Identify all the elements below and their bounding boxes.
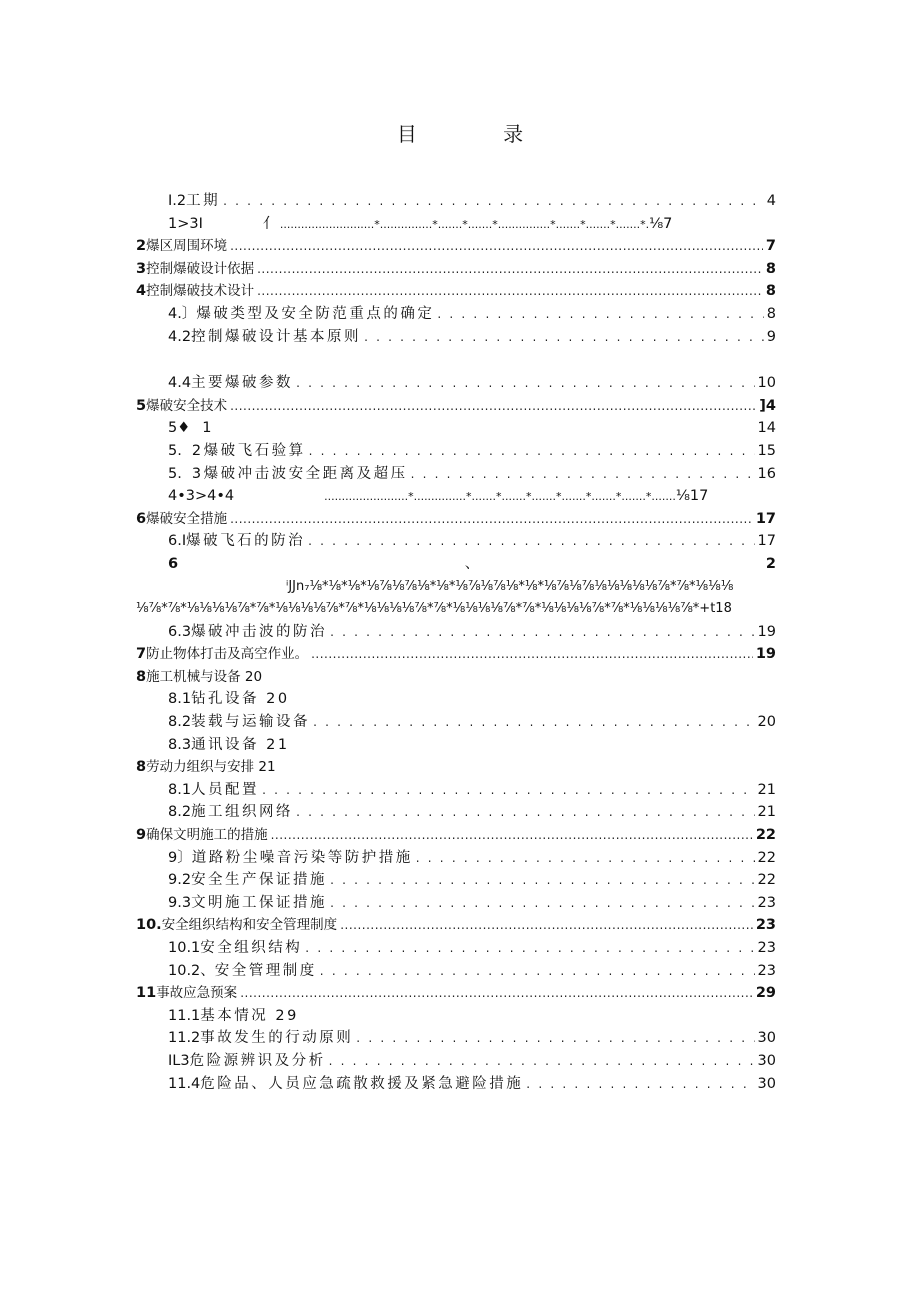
entry-number: 4 <box>136 283 147 300</box>
toc-entry[interactable] <box>136 190 776 213</box>
entry-page: 23 <box>757 940 776 956</box>
entry-label: 爆破冲击波的防治 <box>191 623 328 640</box>
entry-page: 9 <box>766 328 776 345</box>
entry-number: 9.3 <box>168 894 192 911</box>
entry-page: 30 <box>757 1075 776 1092</box>
entry-label: 安全生产保证措施 <box>191 872 328 889</box>
entry-page: 8 <box>765 260 776 277</box>
entry-label: 控制爆破设计基本原则 <box>191 328 362 345</box>
toc-entry[interactable] <box>136 463 776 486</box>
entry-page: ⅛7 <box>649 215 673 232</box>
toc-entry[interactable] <box>136 666 776 689</box>
entry-label: 危险品、人员应急疏散救援及紧急避险措施 <box>200 1075 524 1092</box>
entry-number: 5. <box>168 465 182 482</box>
toc-entry[interactable] <box>136 1050 776 1073</box>
entry-label: 人员配置 <box>191 781 260 798</box>
toc-entry[interactable] <box>136 258 776 281</box>
entry-number: 1>3I <box>168 215 203 232</box>
toc-entry[interactable] <box>136 1005 776 1028</box>
toc-entry[interactable] <box>136 417 776 440</box>
entry-number: 10.2、 <box>168 962 215 979</box>
entry-number: 11.4 <box>168 1075 201 1092</box>
entry-label: 控制爆破设计依据 <box>146 260 255 277</box>
entry-label: 劳动力组织与安排 21 <box>146 759 276 776</box>
leader-dots <box>320 960 755 983</box>
toc-entry[interactable] <box>136 734 776 757</box>
entry-page: 21 <box>757 804 776 821</box>
entry-number: 4•3>4•4 <box>168 488 235 505</box>
toc-entry[interactable] <box>136 621 776 644</box>
leader-dots <box>364 326 764 349</box>
entry-label: 危险源辨识及分析 <box>189 1052 326 1069</box>
entry-label: 1 <box>202 420 214 437</box>
entry-number: 5♦ <box>168 420 191 437</box>
leader-dots <box>356 1027 754 1050</box>
leader-dots <box>308 530 754 553</box>
entry-number: 8.2 <box>168 804 192 821</box>
entry-page: 8 <box>765 283 776 300</box>
toc-entry[interactable] <box>136 530 776 553</box>
entry-number: 8.1 <box>168 781 192 798</box>
leader-dots <box>257 280 763 303</box>
toc-entry[interactable] <box>136 643 776 666</box>
entry-page: ]4 <box>759 397 776 414</box>
entry-label: 文明施工保证措施 <box>191 894 328 911</box>
entry-number: 2 <box>136 238 147 255</box>
entry-number: 5. <box>168 442 182 459</box>
toc-entry[interactable] <box>136 847 776 870</box>
toc-entry[interactable] <box>136 553 776 576</box>
entry-page: 8 <box>766 305 776 322</box>
entry-page: 2 <box>765 555 776 572</box>
entry-label: 工期 <box>186 193 221 209</box>
entry-page: 20 <box>757 714 776 731</box>
toc-entry[interactable] <box>136 756 776 779</box>
entry-page: 29 <box>755 985 776 1002</box>
entry-number: 8.1 <box>168 691 192 708</box>
blank-line <box>136 348 776 372</box>
entry-number: 8.2 <box>168 714 192 731</box>
toc-entry[interactable] <box>136 892 776 915</box>
leader-dots <box>416 847 755 870</box>
toc-entry[interactable] <box>136 303 776 326</box>
toc-entry[interactable] <box>136 326 776 349</box>
leader-dots <box>330 869 754 892</box>
entry-label: 基本情况 29 <box>200 1007 299 1024</box>
entry-number: 4.2 <box>168 328 192 345</box>
entry-number: 9 <box>136 827 147 844</box>
leader-dots <box>305 937 754 960</box>
entry-page: 17 <box>755 510 776 527</box>
entry-label: 确保文明施工的措施 <box>146 827 268 844</box>
garbled-line: ⁱJJn₇⅛*⅛*⅛*⅛⅞⅛⅞⅛*⅛*⅛⅞⅛⅞⅛*⅛*⅛⅞⅛⅞⅛⅛⅛⅛⅛⅞*⅞*⅛⅛⅛ <box>286 578 734 594</box>
garbled-leader: ...........................*...............*.......*.......*...............*.......*.......*.......*. <box>279 217 650 231</box>
entry-page: 16 <box>757 465 776 482</box>
entry-label: 主要爆破参数 <box>191 375 294 392</box>
leader-dots <box>271 824 753 847</box>
entry-label: 钻孔设备 20 <box>191 691 290 708</box>
entry-number: 8 <box>136 759 147 776</box>
toc-entry[interactable] <box>136 711 776 734</box>
leader-dots <box>309 440 755 463</box>
entry-label: 通讯设备 21 <box>191 736 290 753</box>
entry-page: 4 <box>766 193 776 209</box>
leader-dots <box>340 914 753 937</box>
garbled-line: ⅛⅞*⅞*⅛⅛⅛⅛⅞*⅞*⅛⅛⅛⅛⅞*⅞*⅛⅛⅛⅛⅞*⅞*⅛⅛⅛⅛⅞*⅞*⅛⅛⅛⅛⅞*⅞*⅛⅛⅛⅛⅞*+t18 <box>136 601 732 617</box>
leader-dots <box>330 892 754 915</box>
entry-number: 3 <box>136 260 147 277</box>
entry-number: 5 <box>136 397 147 414</box>
toc-entry[interactable] <box>136 960 776 983</box>
garbled-leader: ........................*...............*.......*.......*.......*.......*.......*.......*....... <box>324 490 676 504</box>
toc-entry[interactable] <box>136 982 776 1005</box>
entry-number: 6 <box>168 555 179 572</box>
entry-number: 8.3 <box>168 736 192 753</box>
entry-page: 30 <box>757 1052 776 1069</box>
entry-page: 19 <box>755 646 776 663</box>
leader-dots <box>313 711 754 734</box>
entry-number: 10.1 <box>168 940 201 956</box>
entry-number: 4.4 <box>168 375 192 392</box>
entry-label: 道路粉尘噪音污染等防护措施 <box>191 849 413 866</box>
entry-label: 安全管理制度 <box>214 962 317 979</box>
toc-entry[interactable] <box>136 1027 776 1050</box>
entry-number: 9〕 <box>168 849 192 866</box>
toc-entry[interactable] <box>136 914 776 937</box>
entry-page: 22 <box>755 827 776 844</box>
entry-page: 10 <box>757 375 776 392</box>
entry-page: 14 <box>757 420 776 437</box>
entry-page: 21 <box>757 781 776 798</box>
entry-number: I.2 <box>168 193 187 209</box>
toc-entry[interactable] <box>136 395 776 418</box>
toc-entry[interactable] <box>136 801 776 824</box>
entry-label: 安全组织结构 <box>200 940 303 956</box>
entry-label: 事故发生的行动原则 <box>200 1030 354 1047</box>
entry-page: 22 <box>757 872 776 889</box>
leader-dots <box>296 801 754 824</box>
toc-entry[interactable] <box>136 779 776 802</box>
entry-number: IL3 <box>168 1052 190 1069</box>
toc-entry[interactable] <box>136 1073 776 1096</box>
leader-dots <box>526 1073 754 1096</box>
toc-title: 目 录 <box>396 122 564 146</box>
entry-label: 控制爆破技术设计 <box>146 283 255 300</box>
entry-number: 6.I <box>168 533 187 550</box>
leader-dots <box>223 190 764 213</box>
toc-entry[interactable] <box>136 869 776 892</box>
entry-label: 亻 <box>262 215 280 232</box>
leader-dots <box>262 779 754 802</box>
entry-label: 施工组织网络 <box>191 804 294 821</box>
entry-label: 爆破安全技术 <box>146 397 228 414</box>
toc-entry[interactable] <box>136 485 776 508</box>
entry-label: 安全组织结构和安全管理制度 <box>161 917 338 934</box>
leader-dots <box>311 643 753 666</box>
entry-page: 30 <box>757 1030 776 1047</box>
entry-number: 11.2 <box>168 1030 201 1047</box>
entry-label: 爆破安全措施 <box>146 510 228 527</box>
entry-page: 23 <box>757 962 776 979</box>
entry-number: 9.2 <box>168 872 192 889</box>
entry-label: 爆区周围环境 <box>146 238 228 255</box>
entry-page: 19 <box>757 623 776 640</box>
entry-page: 7 <box>765 238 776 255</box>
entry-page: 17 <box>757 533 776 550</box>
entry-number: 6 <box>136 510 147 527</box>
entry-number: 10. <box>136 917 162 934</box>
entry-label: 装载与运输设备 <box>191 714 311 731</box>
entry-label: 爆破飞石的防治 <box>186 533 306 550</box>
entry-mark: 、 <box>464 555 480 572</box>
toc-entry[interactable] <box>136 508 776 531</box>
leader-dots <box>296 372 754 395</box>
entry-label: 爆破类型及安全防范重点的确定 <box>196 305 435 322</box>
entry-label: 事故应急预案 <box>156 985 238 1002</box>
entry-number: 8 <box>136 668 147 685</box>
leader-dots <box>230 508 753 531</box>
entry-number: 6.3 <box>168 623 192 640</box>
toc-entry[interactable] <box>136 688 776 711</box>
leader-dots <box>330 621 754 644</box>
toc-entry[interactable] <box>136 440 776 463</box>
leader-dots <box>230 395 756 418</box>
leader-dots <box>329 1050 755 1073</box>
entry-number: 11.1 <box>168 1007 201 1024</box>
entry-label: 防止物体打击及高空作业。 <box>146 646 309 663</box>
entry-page: 22 <box>757 849 776 866</box>
entry-label: 2爆破飞石验算 <box>191 442 306 459</box>
toc-entry[interactable] <box>136 213 776 236</box>
entry-number: 4.〕 <box>168 305 197 322</box>
entry-page: 15 <box>757 442 776 459</box>
toc-entry[interactable] <box>136 235 776 258</box>
entry-page: 23 <box>755 917 776 934</box>
leader-dots <box>411 463 755 486</box>
entry-page: 23 <box>757 894 776 911</box>
toc-list <box>136 190 776 1095</box>
leader-dots <box>437 303 763 326</box>
entry-number: 11 <box>136 985 157 1002</box>
entry-page: ⅛17 <box>675 488 709 505</box>
entry-label: 3爆破冲击波安全距离及超压 <box>191 465 408 482</box>
leader-dots <box>240 982 753 1005</box>
toc-entry[interactable] <box>136 280 776 303</box>
leader-dots <box>230 235 763 258</box>
toc-entry[interactable] <box>136 372 776 395</box>
toc-entry[interactable] <box>136 937 776 960</box>
leader-dots <box>257 258 763 281</box>
toc-entry[interactable] <box>136 824 776 847</box>
entry-label: 施工机械与设备 20 <box>146 668 263 685</box>
entry-number: 7 <box>136 646 147 663</box>
